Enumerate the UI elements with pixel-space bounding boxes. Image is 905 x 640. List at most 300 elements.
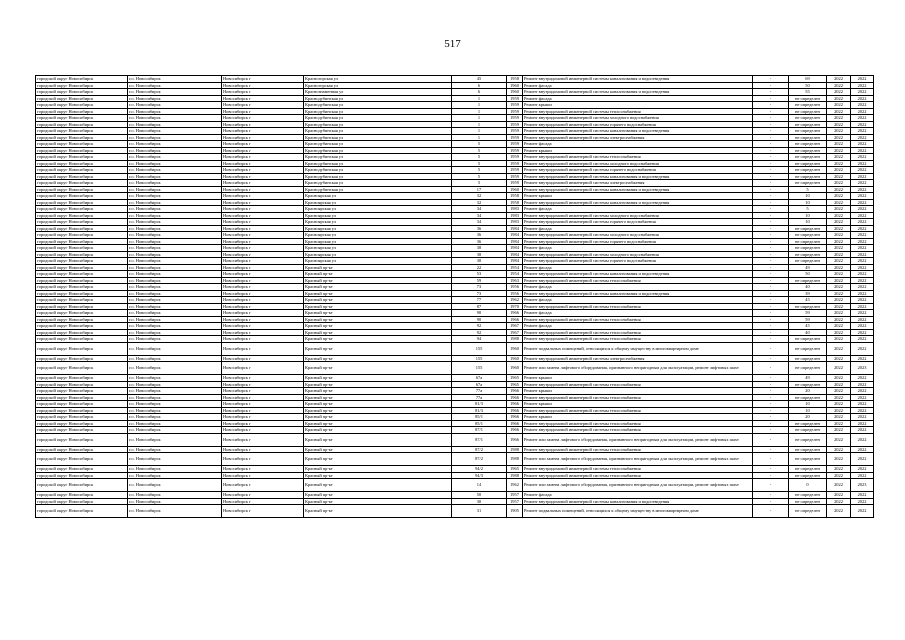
cell-house: 94/2 [452,466,507,473]
cell-city: Новосибирск г [222,394,304,401]
cell-start-year: 2022 [827,498,851,505]
cell-cost: не определен [789,433,827,446]
cell-cost: не определен [789,245,827,252]
cell-street: Красный пр-кт [304,264,452,271]
cell-end-year: 2022 [851,284,874,291]
cell-municipality: городской округ Новосибирск [36,277,128,284]
table-body [36,76,874,518]
cell-settlement: г.о. Новосибирск [128,388,222,395]
cell-house: 1 [452,134,507,141]
cell-start-year: 2022 [827,134,851,141]
cell-dash: - [753,245,789,252]
cell-house: 1 [452,121,507,128]
cell-municipality: городской округ Новосибирск [36,492,128,499]
cell-settlement: г.о. Новосибирск [128,134,222,141]
cell-work-type: Ремонт фасада [523,492,753,499]
cell-house: 67а [452,381,507,388]
cell-settlement: г.о. Новосибирск [128,401,222,408]
cell-start-year: 2022 [827,173,851,180]
cell-house: 34 [452,212,507,219]
cell-start-year: 2022 [827,199,851,206]
cell-municipality: городской округ Новосибирск [36,329,128,336]
cell-start-year: 2022 [827,479,851,492]
cell-house: 30 [452,498,507,505]
cell-work-type: Ремонт внутридомовой инженерной системы теплоснабжения [523,336,753,343]
cell-settlement: г.о. Новосибирск [128,336,222,343]
cell-year: 1984 [507,245,523,252]
cell-year: 1956 [507,284,523,291]
cell-street: Красный пр-кт [304,414,452,421]
cell-cost: не определен [789,336,827,343]
cell-house: 81/3 [452,401,507,408]
cell-start-year: 2022 [827,472,851,479]
cell-start-year: 2022 [827,147,851,154]
cell-year: 1958 [507,199,523,206]
cell-house: 87/2 [452,446,507,453]
cell-start-year: 2022 [827,284,851,291]
cell-street: Красноярская ул [304,199,452,206]
cell-dash: - [753,232,789,239]
cell-house: 22 [452,264,507,271]
cell-dash: - [753,329,789,336]
cell-work-type: Ремонт подвальных помещений, относящихся к общему имуществу в многоквартирном доме [523,342,753,355]
cell-cost: не определен [789,121,827,128]
cell-end-year: 2022 [851,173,874,180]
cell-work-type: Ремонт внутридомовой инженерной системы горячего водоснабжения [523,121,753,128]
cell-end-year: 2022 [851,401,874,408]
cell-municipality: городской округ Новосибирск [36,336,128,343]
cell-dash: - [753,394,789,401]
cell-year: 1965 [507,375,523,382]
cell-end-year: 2022 [851,316,874,323]
cell-settlement: г.о. Новосибирск [128,310,222,317]
cell-street: Красноярская ул [304,225,452,232]
cell-start-year: 2022 [827,238,851,245]
cell-cost: не определен [789,394,827,401]
cell-year: 1960 [507,89,523,96]
cell-year: 1959 [507,167,523,174]
cell-start-year: 2022 [827,167,851,174]
cell-city: Новосибирск г [222,407,304,414]
cell-year: 1988 [507,336,523,343]
cell-dash: - [753,362,789,375]
cell-municipality: городской округ Новосибирск [36,407,128,414]
cell-cost: не определен [789,102,827,109]
cell-start-year: 2022 [827,336,851,343]
cell-work-type: Ремонт крыши [523,375,753,382]
cell-house: 38 [452,245,507,252]
cell-end-year: 2022 [851,407,874,414]
table-row [36,505,874,518]
cell-start-year: 2022 [827,245,851,252]
cell-municipality: городской округ Новосибирск [36,316,128,323]
cell-start-year: 2022 [827,323,851,330]
cell-dash: - [753,420,789,427]
cell-year: 1954 [507,264,523,271]
cell-cost: 20 [789,388,827,395]
capital-repair-table [35,75,874,518]
cell-municipality: городской округ Новосибирск [36,115,128,122]
cell-work-type: Ремонт внутридомовой инженерной системы теплоснабжения [523,108,753,115]
cell-dash: - [753,323,789,330]
cell-city: Новосибирск г [222,453,304,466]
cell-end-year: 2022 [851,394,874,401]
cell-municipality: городской округ Новосибирск [36,264,128,271]
cell-city: Новосибирск г [222,381,304,388]
cell-end-year: 2023 [851,479,874,492]
cell-cost: не определен [789,225,827,232]
cell-work-type: Ремонт внутридомовой инженерной системы теплоснабжения [523,394,753,401]
cell-settlement: г.о. Новосибирск [128,433,222,446]
cell-cost: 50 [789,271,827,278]
cell-year: 1957 [507,498,523,505]
cell-street: Красноярская ул [304,212,452,219]
cell-cost: 59 [789,310,827,317]
cell-start-year: 2022 [827,108,851,115]
cell-municipality: городской округ Новосибирск [36,388,128,395]
cell-city: Новосибирск г [222,147,304,154]
cell-city: Новосибирск г [222,108,304,115]
cell-year: 1959 [507,115,523,122]
cell-end-year: 2022 [851,82,874,89]
cell-dash: - [753,264,789,271]
cell-start-year: 2022 [827,193,851,200]
cell-settlement: г.о. Новосибирск [128,160,222,167]
cell-city: Новосибирск г [222,82,304,89]
cell-start-year: 2022 [827,180,851,187]
cell-cost: не определен [789,160,827,167]
cell-year: 1984 [507,251,523,258]
cell-cost: не определен [789,108,827,115]
cell-cost: не определен [789,154,827,161]
cell-city: Новосибирск г [222,251,304,258]
cell-work-type: Ремонт крыши [523,102,753,109]
cell-city: Новосибирск г [222,193,304,200]
cell-cost: не определен [789,381,827,388]
cell-dash: - [753,466,789,473]
cell-house: 87/2 [452,453,507,466]
cell-cost: 20 [789,414,827,421]
cell-start-year: 2022 [827,310,851,317]
cell-start-year: 2022 [827,154,851,161]
cell-municipality: городской округ Новосибирск [36,199,128,206]
cell-house: 85/1 [452,420,507,427]
cell-year: 1959 [507,180,523,187]
cell-work-type: Ремонт внутридомовой инженерной системы канализования и водоотведения [523,128,753,135]
cell-municipality: городской округ Новосибирск [36,342,128,355]
cell-dash: - [753,141,789,148]
cell-dash: - [753,446,789,453]
cell-dash: - [753,219,789,226]
cell-cost: 10 [789,407,827,414]
cell-dash: - [753,128,789,135]
cell-city: Новосибирск г [222,245,304,252]
cell-cost: не определен [789,466,827,473]
cell-work-type: Ремонт фасада [523,310,753,317]
cell-city: Новосибирск г [222,199,304,206]
cell-end-year: 2022 [851,453,874,466]
cell-settlement: г.о. Новосибирск [128,206,222,213]
cell-dash: - [753,336,789,343]
cell-city: Новосибирск г [222,186,304,193]
cell-municipality: городской округ Новосибирск [36,427,128,434]
cell-street: Краснодубинская ул [304,154,452,161]
cell-work-type: Ремонт внутридомовой инженерной системы теплоснабжения [523,277,753,284]
cell-start-year: 2022 [827,316,851,323]
cell-settlement: г.о. Новосибирск [128,154,222,161]
cell-end-year: 2022 [851,290,874,297]
cell-settlement: г.о. Новосибирск [128,219,222,226]
cell-cost: 45 [789,323,827,330]
cell-street: Красный пр-кт [304,342,452,355]
cell-cost: 10 [789,212,827,219]
cell-cost: не определен [789,355,827,362]
cell-cost: не определен [789,173,827,180]
cell-house: 67а [452,375,507,382]
cell-year: 1959 [507,128,523,135]
cell-year: 1966 [507,414,523,421]
cell-start-year: 2022 [827,446,851,453]
cell-end-year: 2022 [851,167,874,174]
cell-settlement: г.о. Новосибирск [128,453,222,466]
cell-cost: 49 [789,264,827,271]
cell-year: 1967 [507,329,523,336]
cell-dash: - [753,479,789,492]
cell-cost: не определен [789,362,827,375]
cell-dash: - [753,258,789,265]
cell-work-type: Ремонт внутридомовой инженерной системы холодного водоснабжения [523,115,753,122]
cell-house: 5 [452,141,507,148]
cell-municipality: городской округ Новосибирск [36,433,128,446]
cell-dash: - [753,154,789,161]
cell-dash: - [753,290,789,297]
cell-work-type: Ремонт внутридомовой инженерной системы холодного водоснабжения [523,251,753,258]
cell-street: Красноярская ул [304,251,452,258]
cell-city: Новосибирск г [222,472,304,479]
cell-settlement: г.о. Новосибирск [128,492,222,499]
cell-start-year: 2022 [827,492,851,499]
cell-start-year: 2022 [827,219,851,226]
cell-street: Краснодубинская ул [304,102,452,109]
cell-street: Красный пр-кт [304,355,452,362]
cell-street: Красный пр-кт [304,336,452,343]
cell-year: 1958 [507,193,523,200]
cell-settlement: г.о. Новосибирск [128,498,222,505]
cell-city: Новосибирск г [222,492,304,499]
cell-work-type: Ремонт внутридомовой инженерной системы теплоснабжения [523,329,753,336]
cell-dash: - [753,89,789,96]
cell-dash: - [753,297,789,304]
cell-street: Красный пр-кт [304,316,452,323]
cell-work-type: Ремонт внутридомовой инженерной системы теплоснабжения [523,446,753,453]
cell-city: Новосибирск г [222,264,304,271]
cell-street: Краснодубинская ул [304,95,452,102]
cell-municipality: городской округ Новосибирск [36,147,128,154]
cell-municipality: городской округ Новосибирск [36,245,128,252]
cell-year: 1959 [507,121,523,128]
cell-house: 5 [452,167,507,174]
cell-work-type: Ремонт внутридомовой инженерной системы канализования и водоотведения [523,498,753,505]
cell-start-year: 2022 [827,362,851,375]
cell-settlement: г.о. Новосибирск [128,108,222,115]
table-row [36,342,874,355]
cell-settlement: г.о. Новосибирск [128,472,222,479]
cell-house: 5 [452,147,507,154]
cell-cost: не определен [789,141,827,148]
cell-start-year: 2022 [827,128,851,135]
cell-year: 1958 [507,76,523,83]
cell-end-year: 2022 [851,505,874,518]
cell-work-type: Ремонт или замена лифтового оборудования, признанного непригодным для эксплуатации, ремонт лифтовых шахт [523,433,753,446]
cell-house: 155 [452,342,507,355]
cell-end-year: 2022 [851,102,874,109]
cell-cost: 45 [789,297,827,304]
cell-street: Красный пр-кт [304,297,452,304]
cell-start-year: 2022 [827,466,851,473]
cell-city: Новосибирск г [222,89,304,96]
cell-city: Новосибирск г [222,160,304,167]
cell-work-type: Ремонт внутридомовой инженерной системы электроснабжения [523,134,753,141]
cell-city: Новосибирск г [222,238,304,245]
cell-cost: не определен [789,128,827,135]
cell-work-type: Ремонт внутридомовой инженерной системы теплоснабжения [523,420,753,427]
cell-work-type: Ремонт фасада [523,225,753,232]
cell-start-year: 2022 [827,258,851,265]
cell-city: Новосибирск г [222,388,304,395]
cell-street: Красноярская ул [304,219,452,226]
cell-house: 92 [452,323,507,330]
cell-year: 1959 [507,102,523,109]
cell-dash: - [753,160,789,167]
cell-cost: не определен [789,147,827,154]
cell-city: Новосибирск г [222,479,304,492]
cell-start-year: 2022 [827,401,851,408]
cell-year: 1956 [507,290,523,297]
cell-settlement: г.о. Новосибирск [128,277,222,284]
cell-settlement: г.о. Новосибирск [128,251,222,258]
cell-street: Краснодубинская ул [304,167,452,174]
cell-start-year: 2022 [827,76,851,83]
cell-city: Новосибирск г [222,362,304,375]
cell-settlement: г.о. Новосибирск [128,446,222,453]
cell-house: 1 [452,108,507,115]
cell-cost: не определен [789,167,827,174]
cell-end-year: 2022 [851,134,874,141]
cell-dash: - [753,173,789,180]
cell-city: Новосибирск г [222,329,304,336]
cell-house: 77 [452,297,507,304]
cell-municipality: городской округ Новосибирск [36,394,128,401]
cell-dash: - [753,212,789,219]
cell-work-type: Ремонт внутридомовой инженерной системы холодного водоснабжения [523,232,753,239]
cell-end-year: 2022 [851,225,874,232]
cell-work-type: Ремонт внутридомовой инженерной системы электроснабжения [523,180,753,187]
cell-municipality: городской округ Новосибирск [36,290,128,297]
cell-street: Красный пр-кт [304,466,452,473]
cell-dash: - [753,121,789,128]
cell-end-year: 2022 [851,336,874,343]
cell-street: Красный пр-кт [304,427,452,434]
cell-settlement: г.о. Новосибирск [128,167,222,174]
cell-dash: - [753,310,789,317]
cell-dash: - [753,180,789,187]
cell-city: Новосибирск г [222,225,304,232]
cell-city: Новосибирск г [222,336,304,343]
cell-start-year: 2022 [827,355,851,362]
cell-house: 77а [452,394,507,401]
cell-cost: не определен [789,453,827,466]
cell-work-type: Ремонт внутридомовой инженерной системы холодного водоснабжения [523,212,753,219]
cell-city: Новосибирск г [222,102,304,109]
cell-work-type: Ремонт внутридомовой инженерной системы канализования и водоотведения [523,199,753,206]
cell-settlement: г.о. Новосибирск [128,342,222,355]
cell-street: Краснодубинская ул [304,173,452,180]
cell-dash: - [753,238,789,245]
cell-settlement: г.о. Новосибирск [128,303,222,310]
cell-year: 1966 [507,401,523,408]
cell-cost: не определен [789,505,827,518]
cell-municipality: городской округ Новосибирск [36,310,128,317]
cell-settlement: г.о. Новосибирск [128,271,222,278]
cell-city: Новосибирск г [222,284,304,291]
cell-city: Новосибирск г [222,212,304,219]
cell-end-year: 2022 [851,76,874,83]
cell-work-type: Ремонт или замена лифтового оборудования, признанного непригодным для эксплуатации, ремонт лифтовых шахт [523,362,753,375]
cell-end-year: 2022 [851,212,874,219]
cell-house: 87 [452,303,507,310]
cell-dash: - [753,95,789,102]
cell-municipality: городской округ Новосибирск [36,212,128,219]
cell-street: Краснодубинская ул [304,147,452,154]
cell-work-type: Ремонт внутридомовой инженерной системы электроснабжения [523,355,753,362]
cell-end-year: 2022 [851,251,874,258]
cell-municipality: городской округ Новосибирск [36,498,128,505]
cell-street: Красный пр-кт [304,362,452,375]
cell-city: Новосибирск г [222,505,304,518]
cell-dash: - [753,407,789,414]
cell-start-year: 2022 [827,212,851,219]
cell-city: Новосибирск г [222,258,304,265]
cell-cost: 0 [789,479,827,492]
cell-year: 1966 [507,427,523,434]
cell-year: 1966 [507,310,523,317]
cell-end-year: 2022 [851,89,874,96]
cell-settlement: г.о. Новосибирск [128,128,222,135]
cell-city: Новосибирск г [222,76,304,83]
cell-dash: - [753,167,789,174]
table-row [36,362,874,375]
cell-dash: - [753,316,789,323]
cell-dash: - [753,355,789,362]
cell-settlement: г.о. Новосибирск [128,232,222,239]
cell-house: 1 [452,115,507,122]
cell-house: 85/1 [452,414,507,421]
cell-settlement: г.о. Новосибирск [128,264,222,271]
cell-end-year: 2022 [851,258,874,265]
cell-work-type: Ремонт внутридомовой инженерной системы горячего водоснабжения [523,167,753,174]
cell-start-year: 2022 [827,420,851,427]
cell-start-year: 2022 [827,505,851,518]
cell-settlement: г.о. Новосибирск [128,95,222,102]
cell-city: Новосибирск г [222,316,304,323]
cell-start-year: 2022 [827,271,851,278]
cell-house: 5 [452,180,507,187]
cell-house: 17 [452,186,507,193]
cell-house: 5 [452,160,507,167]
cell-end-year: 2022 [851,375,874,382]
cell-work-type: Ремонт внутридомовой инженерной системы теплоснабжения [523,303,753,310]
cell-city: Новосибирск г [222,355,304,362]
